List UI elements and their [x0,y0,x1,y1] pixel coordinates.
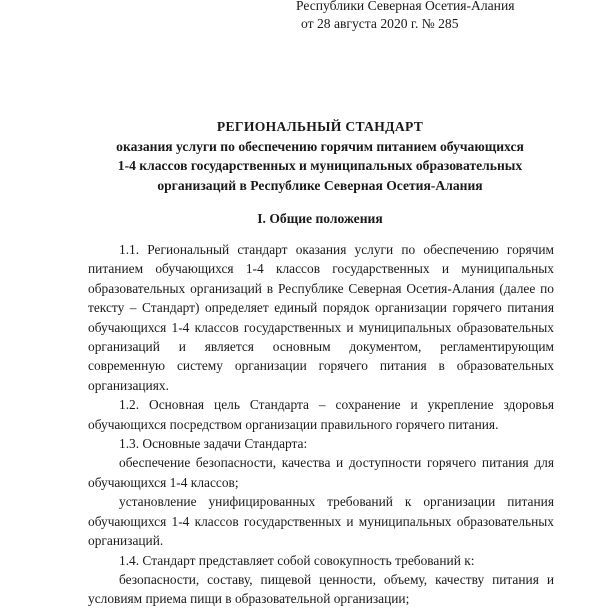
paragraph-task-2: установление унифицированных требований к организации питания обучающихся 1-4 классов государственных и муниципальных образовательных организаций. [88,494,554,549]
header-line-date: от 28 августа 2020 г. № 285 [301,16,459,31]
section-heading-general: I. Общие положения [257,211,383,226]
header-line-republic: Республики Северная Осетия-Алания [296,0,515,13]
title-line-2: оказания услуги по обеспечению горячим питанием обучающихся [116,138,524,154]
document-body [88,240,554,609]
title-line-4: организаций в Республике Северная Осетия-Алания [157,177,483,193]
paragraph-1-2: 1.2. Основная цель Стандарта – сохранение и укрепление здоровья обучающихся посредством организации правильного горячего питания. [88,397,554,432]
paragraph-1-4: 1.4. Стандарт представляет собой совокупность требований к: [119,552,475,568]
paragraph-1-1: 1.1. Региональный стандарт оказания услуги по обеспечению горячим питанием обучающихся 1-4 классов государственных и муниципальных образовательных организаций в Республике Северная Осетия-Алания (далее по тексту – Стандарт) определяет единый порядок организации горячего питания обучающихся 1-4 классов государственных и муниципальных образовательных организаций и является основным документом, регламентирующим современную систему организации горячего питания в образовательных организациях. [88,242,554,393]
paragraph-1-3: 1.3. Основные задачи Стандарта: [119,436,308,452]
document-title [60,117,580,195]
title-line-3: 1-4 классов государственных и муниципальных образовательных [117,158,523,173]
title-main: РЕГИОНАЛЬНЫЙ СТАНДАРТ [216,119,424,134]
paragraph-task-1: обеспечение безопасности, качества и доступности горячего питания для обучающихся 1-4 классов; [88,455,554,490]
approval-header [296,0,586,33]
paragraph-requirements-1: безопасности, составу, пищевой ценности, объему, качеству питания и условиям приема пищи в образовательной организации; [88,571,554,607]
